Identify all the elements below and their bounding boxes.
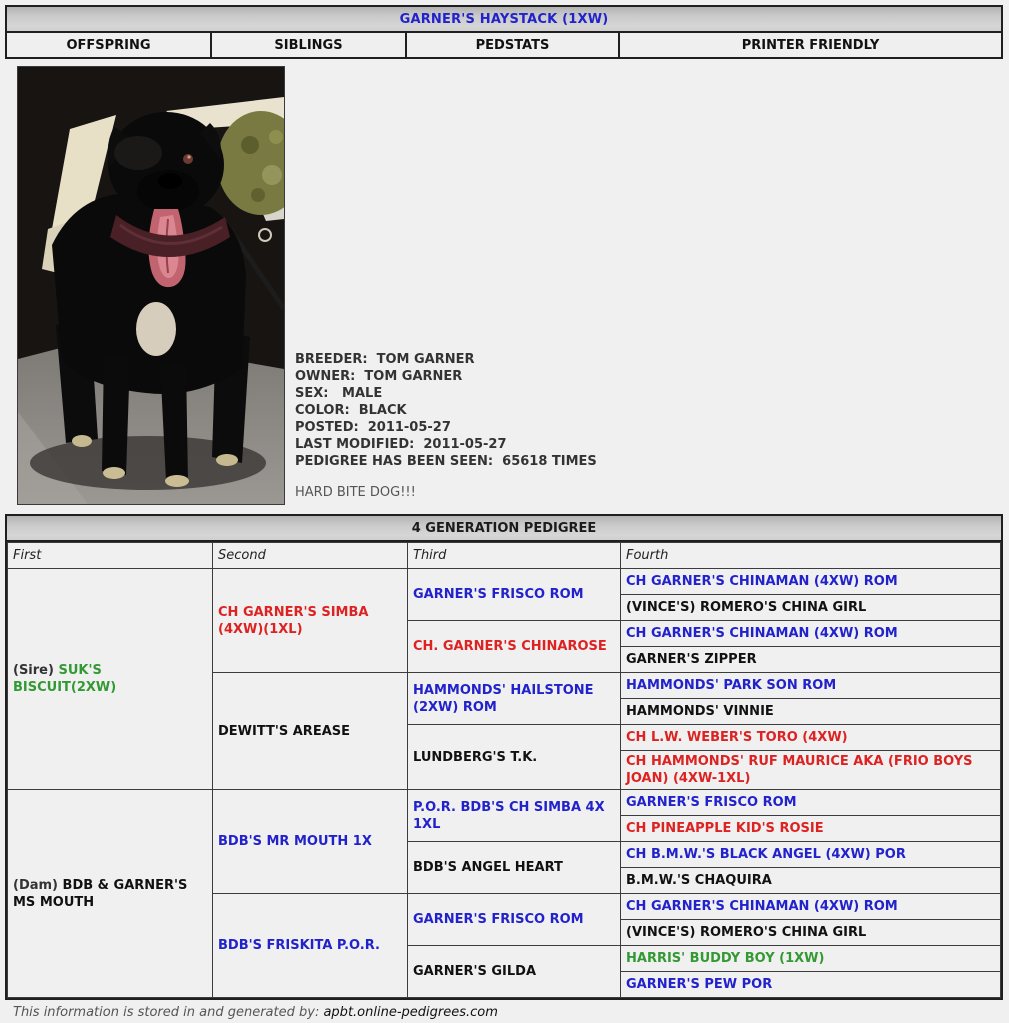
gen4-cell [621,946,1001,972]
gen4-cell [621,790,1001,816]
gen4-cell [621,816,1001,842]
dog-link[interactable]: GARNER'S PEW POR [626,977,773,992]
tab-siblings[interactable] [212,33,407,57]
gen4-cell [621,569,1001,595]
generation-header-row [8,543,1001,569]
gen4-cell [621,842,1001,868]
dog-link[interactable]: GARNER'S FRISCO ROM [413,912,584,927]
tab-bar [5,33,1003,59]
sire-cell [8,569,213,790]
gen3-cell [408,569,621,621]
gen3-cell [408,673,621,725]
dog-link[interactable]: GARNER'S GILDA [413,964,537,979]
tab-siblings-label: SIBLINGS [274,37,343,53]
dog-link[interactable]: HAMMONDS' HAILSTONE (2XW) ROM [413,682,594,715]
col-header-third: Third [408,543,621,569]
pedigree-table-wrap [5,542,1003,1000]
gen4-cell [621,621,1001,647]
dog-link[interactable]: CH GARNER'S CHINAMAN (4XW) ROM [626,899,898,914]
footer-domain: apbt.online-pedigrees.com [323,1005,498,1020]
dog-link[interactable]: CH B.M.W.'S BLACK ANGEL (4XW) POR [626,847,906,862]
gen4-cell [621,725,1001,751]
info-last-modified: LAST MODIFIED: 2011-05-27 [295,437,507,452]
dam-prefix: (Dam) [13,877,63,893]
dog-link[interactable]: GARNER'S ZIPPER [626,652,757,667]
gen4-cell [621,920,1001,946]
gen4-cell [621,972,1001,998]
info-posted: POSTED: 2011-05-27 [295,420,451,435]
dam-cell [8,790,213,998]
gen3-cell [408,894,621,946]
dog-link[interactable]: LUNDBERG'S T.K. [413,749,538,765]
dog-link[interactable]: BDB & GARNER'S MS MOUTH [13,877,188,910]
dog-link[interactable]: CH L.W. WEBER'S TORO (4XW) [626,730,848,745]
dog-link[interactable]: GARNER'S FRISCO ROM [626,795,797,810]
tab-printer-friendly[interactable] [620,33,1001,57]
dog-link[interactable]: P.O.R. BDB'S CH SIMBA 4X 1XL [413,799,605,832]
col-header-second: Second [213,543,408,569]
dog-link[interactable]: BDB'S MR MOUTH 1X [218,834,372,849]
gen2-cell [213,894,408,998]
gen2-cell [213,790,408,894]
pedigree-header-label: 4 GENERATION PEDIGREE [411,520,597,536]
dog-link[interactable]: SUK'S BISCUIT(2XW) [13,663,117,695]
dog-link[interactable]: CH GARNER'S CHINAMAN (4XW) ROM [626,574,898,589]
gen3-cell [408,621,621,673]
gen3-cell [408,946,621,998]
info-owner: OWNER: TOM GARNER [295,369,463,384]
footer-text: This information is stored in and generated by: [13,1005,324,1020]
info-breeder: BREEDER: TOM GARNER [295,352,475,367]
profile-section [5,59,1003,514]
tab-offspring-label: OFFSPRING [66,37,151,53]
gen4-cell [621,673,1001,699]
dog-link[interactable]: HAMMONDS' VINNIE [626,704,774,719]
gen3-cell [408,790,621,842]
dog-link[interactable]: HAMMONDS' PARK SON ROM [626,678,837,693]
gen3-cell [408,725,621,790]
sire-prefix: (Sire) [13,663,59,678]
dog-link[interactable]: BDB'S ANGEL HEART [413,860,563,875]
dog-link[interactable]: BDB'S FRISKITA P.O.R. [218,938,380,953]
col-header-fourth: Fourth [621,543,1001,569]
tab-offspring[interactable] [7,33,212,57]
gen4-cell [621,647,1001,673]
table-row [8,569,1001,595]
dog-photo [17,66,285,505]
dog-link[interactable]: CH PINEAPPLE KID'S ROSIE [626,821,824,836]
tab-printer-friendly-label: PRINTER FRIENDLY [741,37,880,53]
tab-pedstats-label: PEDSTATS [475,37,550,53]
page-title: GARNER'S HAYSTACK (1XW) [399,11,609,27]
col-header-first: First [8,543,213,569]
dog-info-block [295,351,597,501]
dog-link[interactable]: CH HAMMONDS' RUF MAURICE AKA (FRIO BOYS JOAN) (4XW-1XL) [626,754,973,786]
pedigree-header-bar [5,514,1003,542]
gen2-cell [213,673,408,790]
table-row [8,790,1001,816]
footer-credit [13,1005,1003,1020]
info-seen-count: PEDIGREE HAS BEEN SEEN: 65618 TIMES [295,454,597,469]
info-sex: SEX: MALE [295,386,383,401]
dog-link[interactable]: GARNER'S FRISCO ROM [413,587,584,602]
page-container [5,5,1003,1020]
dog-link[interactable]: CH. GARNER'S CHINAROSE [413,639,607,654]
gen4-cell [621,699,1001,725]
gen4-cell [621,595,1001,621]
info-color: COLOR: BLACK [295,403,407,418]
dog-link[interactable]: (VINCE'S) ROMERO'S CHINA GIRL [626,600,867,615]
gen4-cell [621,751,1001,790]
tab-pedstats[interactable] [407,33,620,57]
gen4-cell [621,894,1001,920]
dog-link[interactable]: B.M.W.'S CHAQUIRA [626,873,772,888]
dog-link[interactable]: (VINCE'S) ROMERO'S CHINA GIRL [626,925,867,940]
info-comment: HARD BITE DOG!!! [295,485,416,500]
gen4-cell [621,868,1001,894]
dog-link[interactable]: DEWITT'S AREASE [218,723,351,739]
dog-title-bar [5,5,1003,33]
dog-link[interactable]: CH GARNER'S CHINAMAN (4XW) ROM [626,626,898,641]
gen3-cell [408,842,621,894]
dog-link[interactable]: HARRIS' BUDDY BOY (1XW) [626,951,825,966]
gen2-cell [213,569,408,673]
dog-link[interactable]: CH GARNER'S SIMBA (4XW)(1XL) [218,604,369,637]
pedigree-table [7,542,1001,998]
